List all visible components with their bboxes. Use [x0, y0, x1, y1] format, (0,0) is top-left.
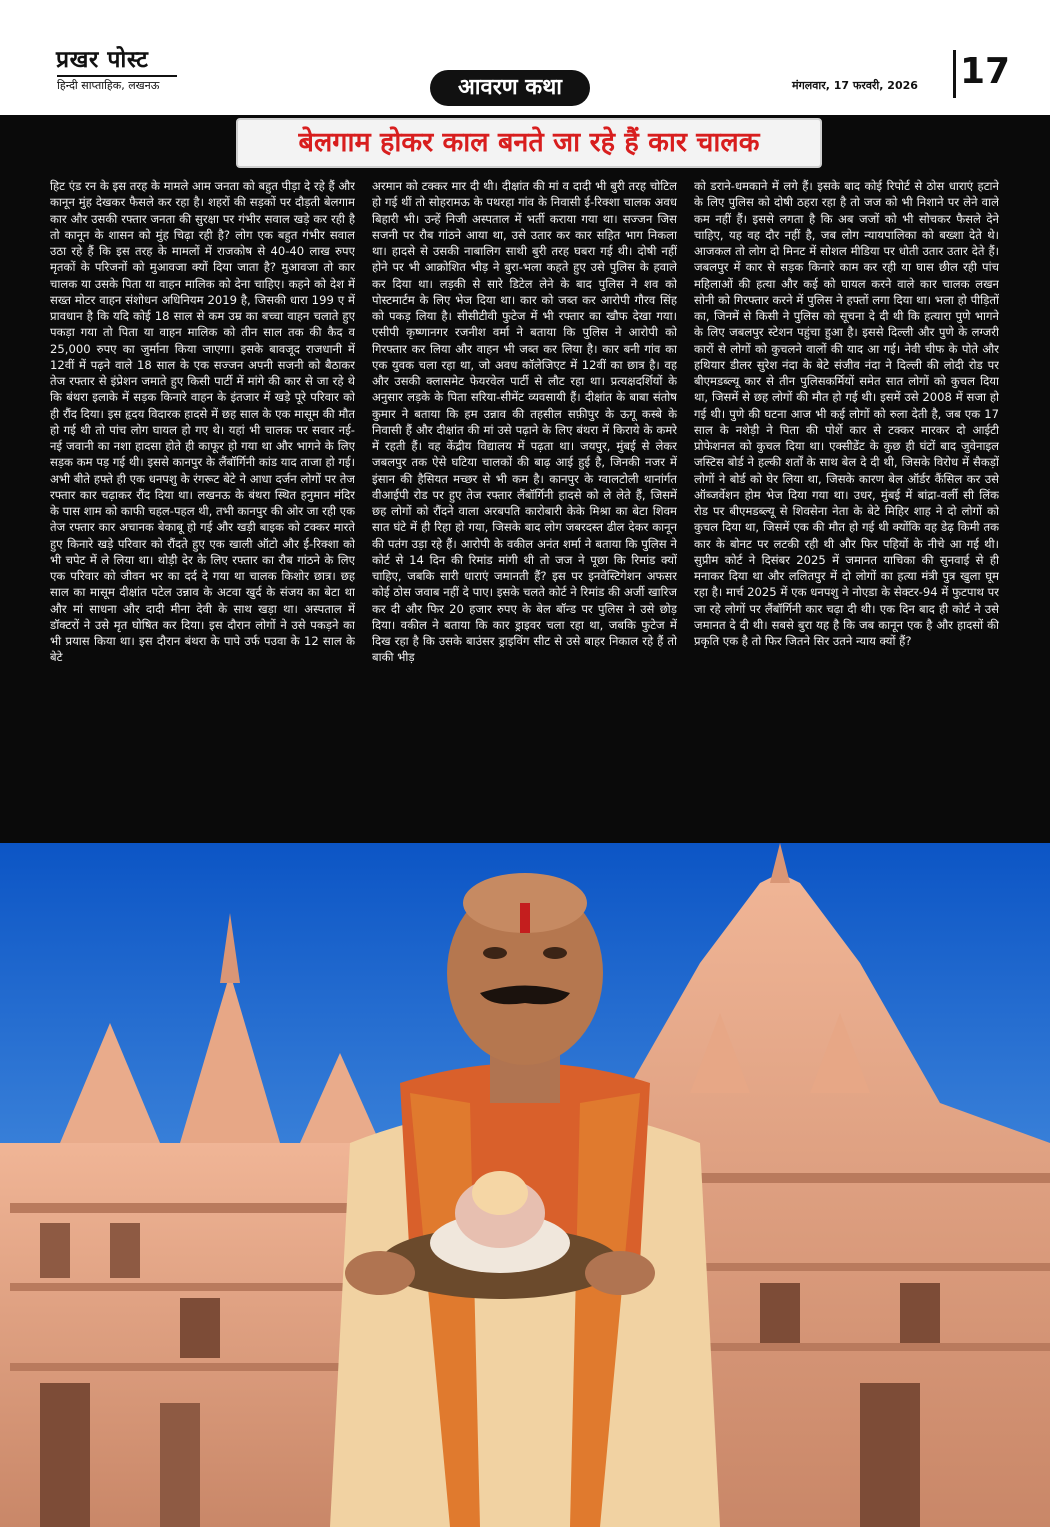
page-number: 17	[960, 51, 1011, 92]
article-column-1	[50, 178, 355, 836]
column-text: अरमान को टक्कर मार दी थी। दीक्षांत की मां व दादी भी बुरी तरह चोटिल हो गई थीं तो सोहरामऊ के पथरहा गांव के निवासी ई-रिक्शा चालक अवध बिहारी भी। उन्हें निजी अस्पताल में भर्ती कराया गया था। सज्जन जिस सजनी पर रौब गांठने आया था, उसे उतार कर कार सहित भाग निकला था। हादसे से उसकी नाबालिग साथी बुरी तरह घबरा गई थी। दोषी नहीं होने पर भी आक्रोशित भीड़ ने बुरा-भला कहते हुए उसे पुलिस के हवाले कर दिया था। लड़की से सारे डिटेल लेने के बाद पुलिस ने शव को पोस्टमार्टम के लिए भेज दिया था। कार को जब्त कर आरोपी गौरव सिंह को पकड़ लिया है। सीसीटीवी फुटेज में भी रफ्तार का खौफ देखा गया। एसीपी कृष्णानगर रजनीश वर्मा ने बताया कि पुलिस ने आरोपी को गिरफ्तार कर लिया और वाहन भी जब्त कर लिया है। कार बनी गांव का एक युवक चला रहा था, जो अवध कॉलेजिएट में 12वीं का छात्र है। वह और उसकी क्लासमेट फेयरवेल पार्टी से लौट रहा था। प्रत्यक्षदर्शियों के अनुसार लड़के के पिता सरिया-सीमेंट व्यवसायी हैं। दीक्षांत के बाबा संतोष कुमार ने बताया कि हम उन्नाव की तहसील सफ़ीपुर के ऊगू कस्बे के निवासी हैं और दीक्षांत की मां उसे पढ़ाने के लिए बंथरा में किराये के कमरे में रहती हैं। वह केंद्रीय विद्यालय में पढ़ता था। जयपुर, मुंबई से लेकर जबलपुर तक ऐसे घटिया चालकों की बाढ़ आई हुई है, जिनकी नजर में इंसान की हैसियत मच्छर से भी कम है। कानपुर के ग्वालटोली थानांर्गत वीआईपी रोड पर हुए तेज रफ्तार लैंबॉर्गिनी हादसे को ले लेते हैं, जिसमें छह लोगों को रौंदने वाला अरबपति कारोबारी केके मिश्रा का बेटा शिवम सात घंटे में ही रिहा हो गया, जिसके बाद लोग जबरदस्त ढील देकर कानून की पतंग उड़ा रहे हैं। आरोपी के वकील अनंत शर्मा ने बताया कि पुलिस ने कोर्ट से 14 दिन की रिमांड मांगी थी तो जज ने पूछा कि रिमांड क्यों चाहिए, जबकि सारी धाराएं जमानती हैं? इस पर इनवेस्टिगेशन अफसर कोई ठोस जवाब नहीं दे पाए। इसके चलते कोर्ट ने रिमांड की अर्जी खारिज कर दी और फिर 20 हजार रुपए के बेल बॉन्ड पर पुलिस ने उसे छोड़ दिया। वकील ने बताया कि कार ड्राइवर चला रहा था, जबकि फुटेज में दिख रहा है कि उसके बाउंसर ड्राइविंग सीट से उसे बाहर निकाल रहे हैं तो बाकी भीड़	[372, 179, 677, 665]
column-text: हिट एंड रन के इस तरह के मामले आम जनता को बहुत पीड़ा दे रहे हैं और कानून मुंह देखकर फैसले कर रहा है। शहरों की सड़कों पर दौड़ती बेलगाम कार और उसकी रफ्तार जनता की सुरक्षा पर गंभीर सवाल खड़े कर रही है तो कानून के शासन को मुंह चिढ़ा रही है? लोग एक बहुत गंभीर सवाल उठा रहे हैं कि इस तरह के मामलों में राजकोष से 40-40 लाख रुपए मृतकों के परिजनों को मुआवजा क्यों दिया जाता है? मुआवजा तो कार चालक या उसके पिता या वाहन मालिक को देना चाहिए। कहने को देश में सख्त मोटर वाहन संशोधन अधिनियम 2019 है, जिसकी धारा 199 ए में प्रावधान है कि यदि कोई 18 साल से कम उम्र का बच्चा वाहन चलाते हुए पकड़ा गया तो पिता या वाहन मालिक को तीन साल तक की कैद व 25,000 रुपए का जुर्माना किया जाएगा। इसके बावजूद राजधानी में 12वीं में पढ़ने वाले 18 साल के एक सज्जन अपनी सजनी को बैठाकर तेज रफ्तार से इंप्रेशन जमाते हुए किसी पार्टी में मांगे की कार से जा रहे थे कि बंथरा इलाके में सड़क किनारे वाहन के इंतजार में खड़े पूरे परिवार को ही रौंद दिया। इस हृदय विदारक हादसे में छह साल के एक मासूम की मौत हो गई थी तो पांच लोग घायल हो गए थे। यहां भी चालक पर सवार नई-नई जवानी का नशा हादसा होते ही काफूर हो गया था और भागने के लिए सड़क कम पड़ गई थी। इससे कानपुर के लैंबॉर्गिनी कांड याद ताजा हो गई। अभी बीते हफ्ते ही एक धनपशु के रंगरूट बेटे ने आधा दर्जन लोगों पर तेज रफ्तार कार चढ़ाकर रौंद दिया था। लखनऊ के बंथरा स्थित हनुमान मंदिर के पास शाम को काफी चहल-पहल थी, तभी कानपुर की ओर जा रही एक तेज रफ्तार कार अचानक बेकाबू हो गई और खड़ी बाइक को टक्कर मारते हुए किनारे खड़े परिवार को रौंदते हुए एक खाली ऑटो और ई-रिक्शा को भी चपेट में ले लिया था। थोड़ी देर के लिए रफ्तार का रौब गांठने के लिए एक परिवार को जीवन भर का दर्द दे गया था चालक किशोर छात्र। छह साल का मासूम दीक्षांत पटेल उन्नाव के अटवा खुर्द के संजय का बेटा था और मां साधना और दादी मीना देवी के साथ खड़ा था। अस्पताल में डॉक्टरों ने उसे मृत घोषित कर दिया। इस दौरान लोगों ने उसे पकड़ने का भी प्रयास किया था। इस दौरान बंथरा के पापे उर्फ पउवा के 12 साल के बेटे	[50, 179, 355, 665]
paper-name: प्रखर पोस्ट	[56, 47, 149, 73]
issue-date: मंगलवार, 17 फरवरी, 2026	[792, 79, 918, 92]
article-body	[50, 178, 1001, 836]
article-column-3	[694, 178, 999, 836]
cover-photo	[0, 843, 1050, 1527]
paper-subtitle: हिन्दी साप्ताहिक, लखनऊ	[57, 75, 177, 93]
article-column-2	[372, 178, 677, 836]
page-divider	[953, 50, 956, 98]
masthead	[0, 0, 1050, 115]
article-headline: बेलगाम होकर काल बनते जा रहे हैं कार चालक	[236, 118, 822, 168]
section-label: आवरण कथा	[430, 70, 590, 106]
temple-photo-illustration	[0, 843, 1050, 1527]
column-text: को डराने-धमकाने में लगे हैं। इसके बाद कोई रिपोर्ट से ठोस धाराएं हटाने के लिए पुलिस को दोषी ठहरा रहा है तो जज को भी निशाने पर लेने वाले कम नहीं हैं। इससे लगता है कि अब जजों को भी सोचकर फैसले देने चाहिए, यह वह दौर नहीं है, जब लोग न्यायपालिका को बख्शा देते थे। आजकल तो लोग दो मिनट में सोशल मीडिया पर धोती उतार उतार देते हैं। जबलपुर में कार से सड़क किनारे काम कर रही या घास छील रही पांच महिलाओं की हत्या और कई को घायल करने वाले कार चालक लखन सोनी को गिरफ्तार करने में पुलिस ने हफ्तों लगा दिया था। भला हो पीड़ितों का, जिनमें से किसी ने पुलिस को सूचना दे दी थी कि हत्यारा पुणे भागने के लिए जबलपुर स्टेशन पहुंचा हुआ है। इससे दिल्ली और पुणे के लग्जरी कारों से लोगों को कुचलने वालों की याद आ गई। नेवी चीफ के पोते और हथियार डीलर सुरेश नंदा के बेटे संजीव नंदा ने दिल्ली की लोदी रोड पर बीएमडब्ल्यू कार से तीन पुलिसकर्मियों समेत सात लोगों को कुचल दिया था, जिसमें से छह लोगों की मौत हो गई थी। इसमें उसे 2008 में सजा हो गई थी। पुणे की घटना आज भी कई लोगों को रुला देती है, जब एक 17 साल के नशेड़ी ने पिता की पोर्शे कार से टक्कर मारकर दो आईटी प्रोफेशनल को कुचल दिया था। एक्सीडेंट के कुछ ही घंटों बाद जुवेनाइल जस्टिस बोर्ड ने हल्की शर्तों के साथ बेल दे दी थी, जिसके विरोध में सैकड़ों लोगों ने बोर्ड को घेर लिया था, जिसके कारण बेल ऑर्डर कैंसिल कर उसे ऑब्जर्वेशन होम भेज दिया गया था। उधर, मुंबई में बांद्रा-वर्ली सी लिंक रोड पर बीएमडब्ल्यू से शिवसेना नेता के बेटे मिहिर शाह ने दो लोगों को कुचल दिया था, जिसमें एक की मौत हो गई थी क्योंकि वह डेढ़ किमी तक कार के बोनट पर लटकी रही थी और फिर पहियों के नीचे आ गई थी। सुप्रीम कोर्ट ने दिसंबर 2025 में जमानत याचिका की सुनवाई से ही मनाकर दिया था और ललितपुर में दो लोगों का हत्या मंत्री पुत्र खुला घूम रहा है। मार्च 2025 में एक धनपशु ने नोएडा के सेक्टर-94 में फुटपाथ पर जा रहे लोगों पर लैंबॉर्गिनी कार चढ़ा दी थी। एक दिन बाद ही कोर्ट ने उसे जमानत दे दी थी। सबसे बुरा यह है कि जब कानून एक है और हादसों की प्रकृति एक है तो फिर जितने सिर उतने न्याय क्यों हैं?	[694, 179, 999, 648]
